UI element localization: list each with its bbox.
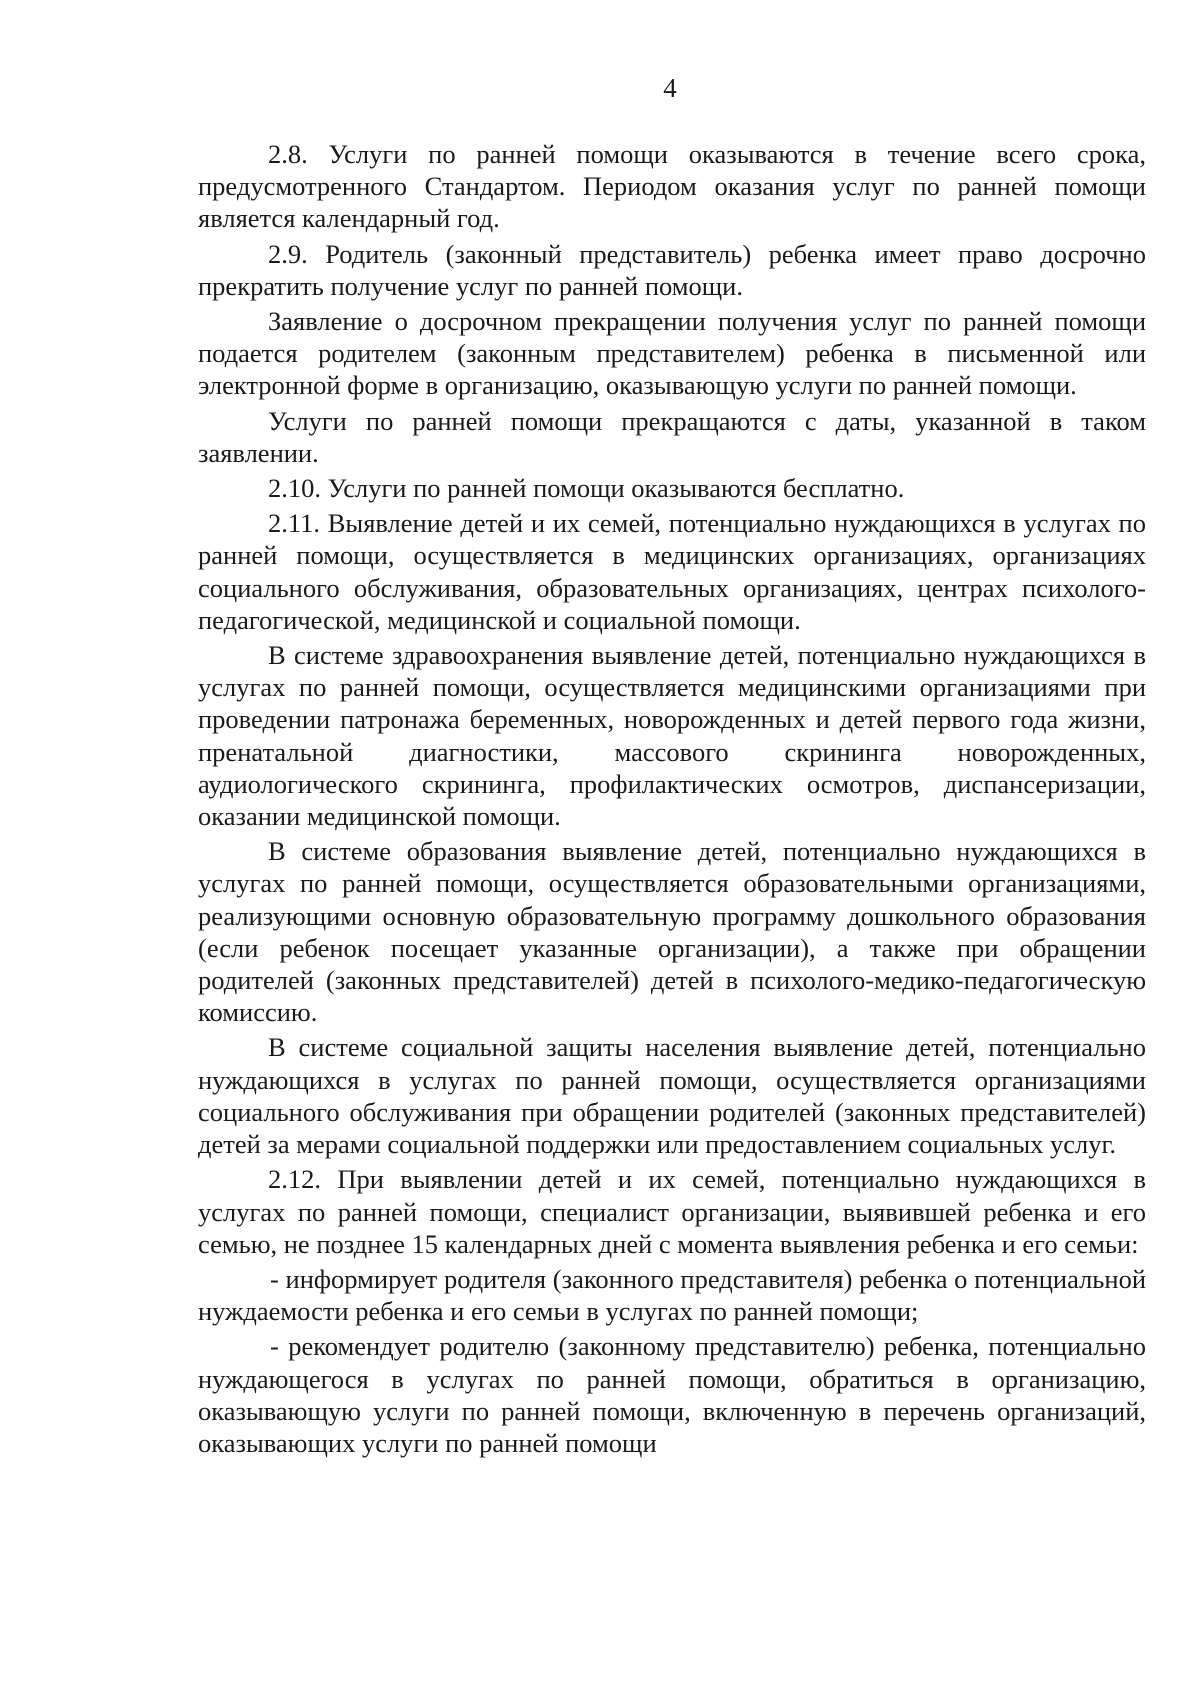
paragraph-social-protection-system: В системе социальной защиты населения выявление детей, потенциально нуждающихся в услугах по ранней помощи, осуществляется организациями социального обслуживания при обращении родителей (законных представителей) детей за мерами социальной поддержки или предоставлением социальных услуг. [198, 1032, 1146, 1160]
paragraph-2-12: 2.12. При выявлении детей и их семей, потенциально нуждающихся в услугах по ранней помощи, специалист организации, выявившей ребенка и его семью, не позднее 15 календарных дней с момента выявления ребенка и его семьи: [198, 1164, 1146, 1259]
paragraph-2-11: 2.11. Выявление детей и их семей, потенциально нуждающихся в услугах по ранней помощи, осуществляется в медицинских организациях, организациях социального обслуживания, образовательных организациях, центрах психолого-педагогической, медицинской и социальной помощи. [198, 508, 1146, 635]
document-body [198, 138, 1146, 1462]
paragraph-2-8: 2.8. Услуги по ранней помощи оказываются в течение всего срока, предусмотренного Стандартом. Периодом оказания услуг по ранней помощи является календарный год. [198, 139, 1146, 234]
paragraph-early-termination-application: Заявление о досрочном прекращении получения услуг по ранней помощи подается родителем (законным представителем) ребенка в письменной или электронной форме в организацию, оказывающую услуги по ранней помощи. [198, 306, 1146, 401]
paragraph-2-9: 2.9. Родитель (законный представитель) ребенка имеет право досрочно прекратить получение услуг по ранней помощи. [198, 238, 1146, 301]
paragraph-termination-date: Услуги по ранней помощи прекращаются с даты, указанной в таком заявлении. [198, 405, 1146, 468]
page-number: 4 [663, 73, 677, 103]
paragraph-healthcare-system: В системе здравоохранения выявление детей, потенциально нуждающихся в услугах по ранней помощи, осуществляется медицинскими организациями при проведении патронажа беременных, новорожденных и детей первого года жизни, пренатальной диагностики, массового скрининга новорожденных, аудиологического скрининга, профилактических осмотров, диспансеризации, оказании медицинской помощи. [198, 640, 1146, 832]
paragraph-2-10: 2.10. Услуги по ранней помощи оказываются бесплатно. [268, 473, 905, 504]
list-item-recommends: - рекомендует родителю (законному представителю) ребенка, потенциально нуждающегося в услугах по ранней помощи, обратиться в организацию, оказывающую услуги по ранней помощи, включенную в перечень организаций, оказывающих услуги по ранней помощи [198, 1331, 1146, 1458]
paragraph-education-system: В системе образования выявление детей, потенциально нуждающихся в услугах по ранней помощи, осуществляется образовательными организациями, реализующими основную образовательную программу дошкольного образования (если ребенок посещает указанные организации), а также при обращении родителей (законных представителей) детей в психолого-медико-педагогическую комиссию. [198, 836, 1146, 1028]
list-item-informs: - информирует родителя (законного представителя) ребенка о потенциальной нуждаемости ребенка и его семьи в услугах по ранней помощи; [198, 1263, 1146, 1327]
